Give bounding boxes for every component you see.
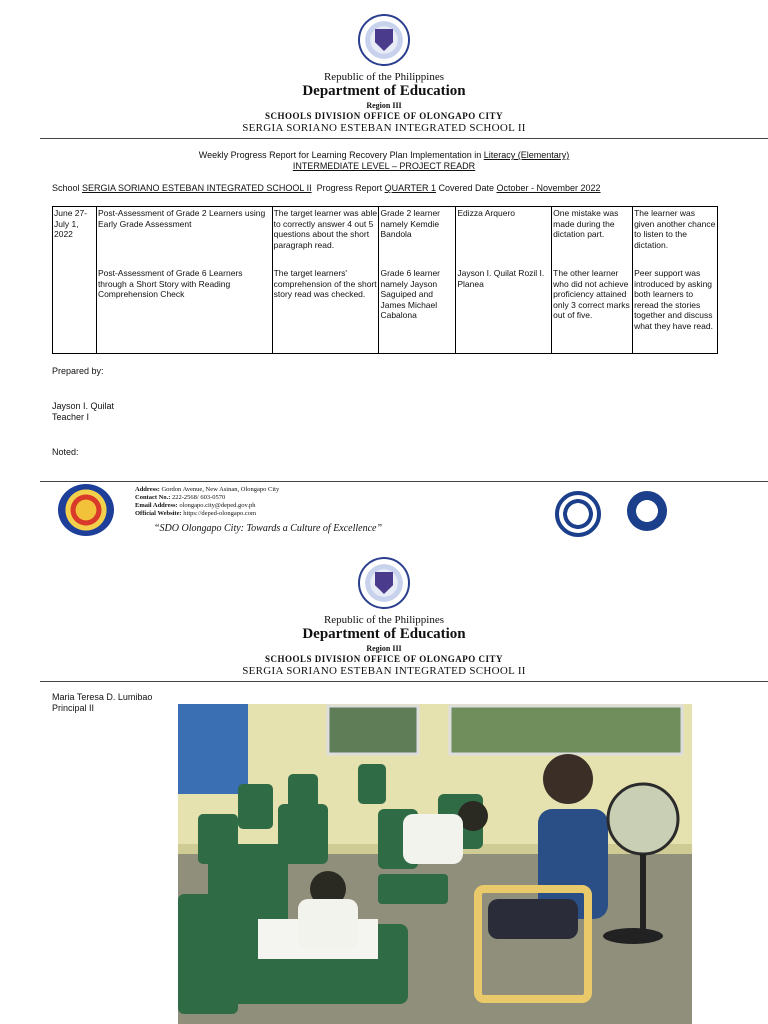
iqnet-badge-icon <box>627 491 667 531</box>
report-subject: Literacy (Elementary) <box>483 150 570 160</box>
activity-cell <box>96 207 272 354</box>
school-label: School <box>52 183 83 193</box>
report-title-prefix: Weekly Progress Report for Learning Recovery Plan Implementation in <box>198 150 484 160</box>
table-row <box>53 207 718 354</box>
action-text: The learner was given another chance to listen to the dictation. <box>634 208 716 250</box>
address-label: Address: <box>135 486 160 493</box>
noted-label: Noted: <box>52 447 79 457</box>
email-value: olongapo.city@deped.gov.ph <box>177 502 256 509</box>
result-text: The target learner was able to correctly answer 4 out 5 questions about the short paragraph read. <box>273 208 378 250</box>
teacher-cell <box>456 207 552 354</box>
republic-text: Republic of the Philippines <box>323 71 445 83</box>
report-title <box>0 150 768 160</box>
issue-text: The other learner who did not achieve proficiency attained only 3 correct marks out of five. <box>553 268 630 320</box>
department-title: Department of Education <box>302 626 466 642</box>
date-cell: June 27- July 1, 2022 <box>53 207 97 354</box>
noted-name: Maria Teresa D. Lumibao <box>52 692 153 702</box>
noted-title: Principal II <box>52 703 95 713</box>
address-value: Gordon Avenue, New Asinan, Olongapo City <box>159 486 280 493</box>
school-value: SERGIA SORIANO ESTEBAN INTEGRATED SCHOOL II <box>82 183 312 193</box>
learners-text: Grade 6 learner namely Jayson Saguiped and James Michael Cabalona <box>380 268 441 320</box>
footer-divider <box>40 481 768 482</box>
progress-label: Progress Report <box>311 183 385 193</box>
report-meta <box>52 183 601 193</box>
result-text: The target learners' comprehension of the short story read was checked. <box>273 268 377 299</box>
teacher-text: Jayson I. Quilat Rozil I. Planea <box>457 268 545 289</box>
prepared-name: Jayson I. Quilat <box>52 401 115 411</box>
action-cell <box>633 207 718 354</box>
learners-text: Grade 2 learner namely Kemdie Bandola <box>380 208 441 239</box>
website-label: Official Website: <box>135 510 182 517</box>
republic-text: Republic of the Philippines <box>323 614 445 626</box>
contact-label: Contact No.: <box>135 494 171 501</box>
region-text: Region III <box>366 101 402 110</box>
prepared-title: Teacher I <box>52 412 90 422</box>
teacher-text: Edizza Arquero <box>457 208 516 218</box>
region-text: Region III <box>366 644 402 653</box>
classroom-photo <box>178 704 692 1024</box>
covered-label: Covered Date <box>435 183 497 193</box>
contact-value: 222-2568/ 603-0570 <box>170 494 226 501</box>
progress-table <box>52 206 718 354</box>
activity-text: Post-Assessment of Grade 2 Learners using Early Grade Assessment <box>97 208 266 229</box>
email-label: Email Address: <box>135 502 178 509</box>
motto: “SDO Olongapo City: Towards a Culture of Excellence” <box>154 523 383 534</box>
covered-value: October - November 2022 <box>496 183 601 193</box>
sdo-logo-icon <box>58 484 114 536</box>
report-subtitle: INTERMEDIATE LEVEL – PROJECT READR <box>292 161 476 171</box>
division-text: SCHOOLS DIVISION OFFICE OF OLONGAPO CITY <box>265 111 503 121</box>
pgp-badge-icon <box>555 491 601 537</box>
action-text: Peer support was introduced by asking both learners to reread the stories together and discuss what they have read. <box>634 268 713 331</box>
footer-contact <box>135 486 279 518</box>
school-name: SERGIA SORIANO ESTEBAN INTEGRATED SCHOOL II <box>242 665 526 677</box>
learners-cell <box>379 207 456 354</box>
department-title: Department of Education <box>302 83 466 99</box>
school-name: SERGIA SORIANO ESTEBAN INTEGRATED SCHOOL II <box>242 122 526 134</box>
issue-cell <box>552 207 633 354</box>
activity-text: Post-Assessment of Grade 6 Learners through a Short Story with Reading Comprehension Check <box>97 268 243 299</box>
result-cell <box>272 207 379 354</box>
deped-seal-icon <box>358 557 410 609</box>
progress-value: QUARTER 1 <box>384 183 436 193</box>
website-value: https://deped-olongapo.com <box>181 510 257 517</box>
divider <box>40 681 768 682</box>
divider <box>40 138 768 139</box>
issue-text: One mistake was made during the dictation part. <box>553 208 619 239</box>
deped-seal-icon <box>358 14 410 66</box>
division-text: SCHOOLS DIVISION OFFICE OF OLONGAPO CITY <box>265 654 503 664</box>
prepared-label: Prepared by: <box>52 366 104 376</box>
